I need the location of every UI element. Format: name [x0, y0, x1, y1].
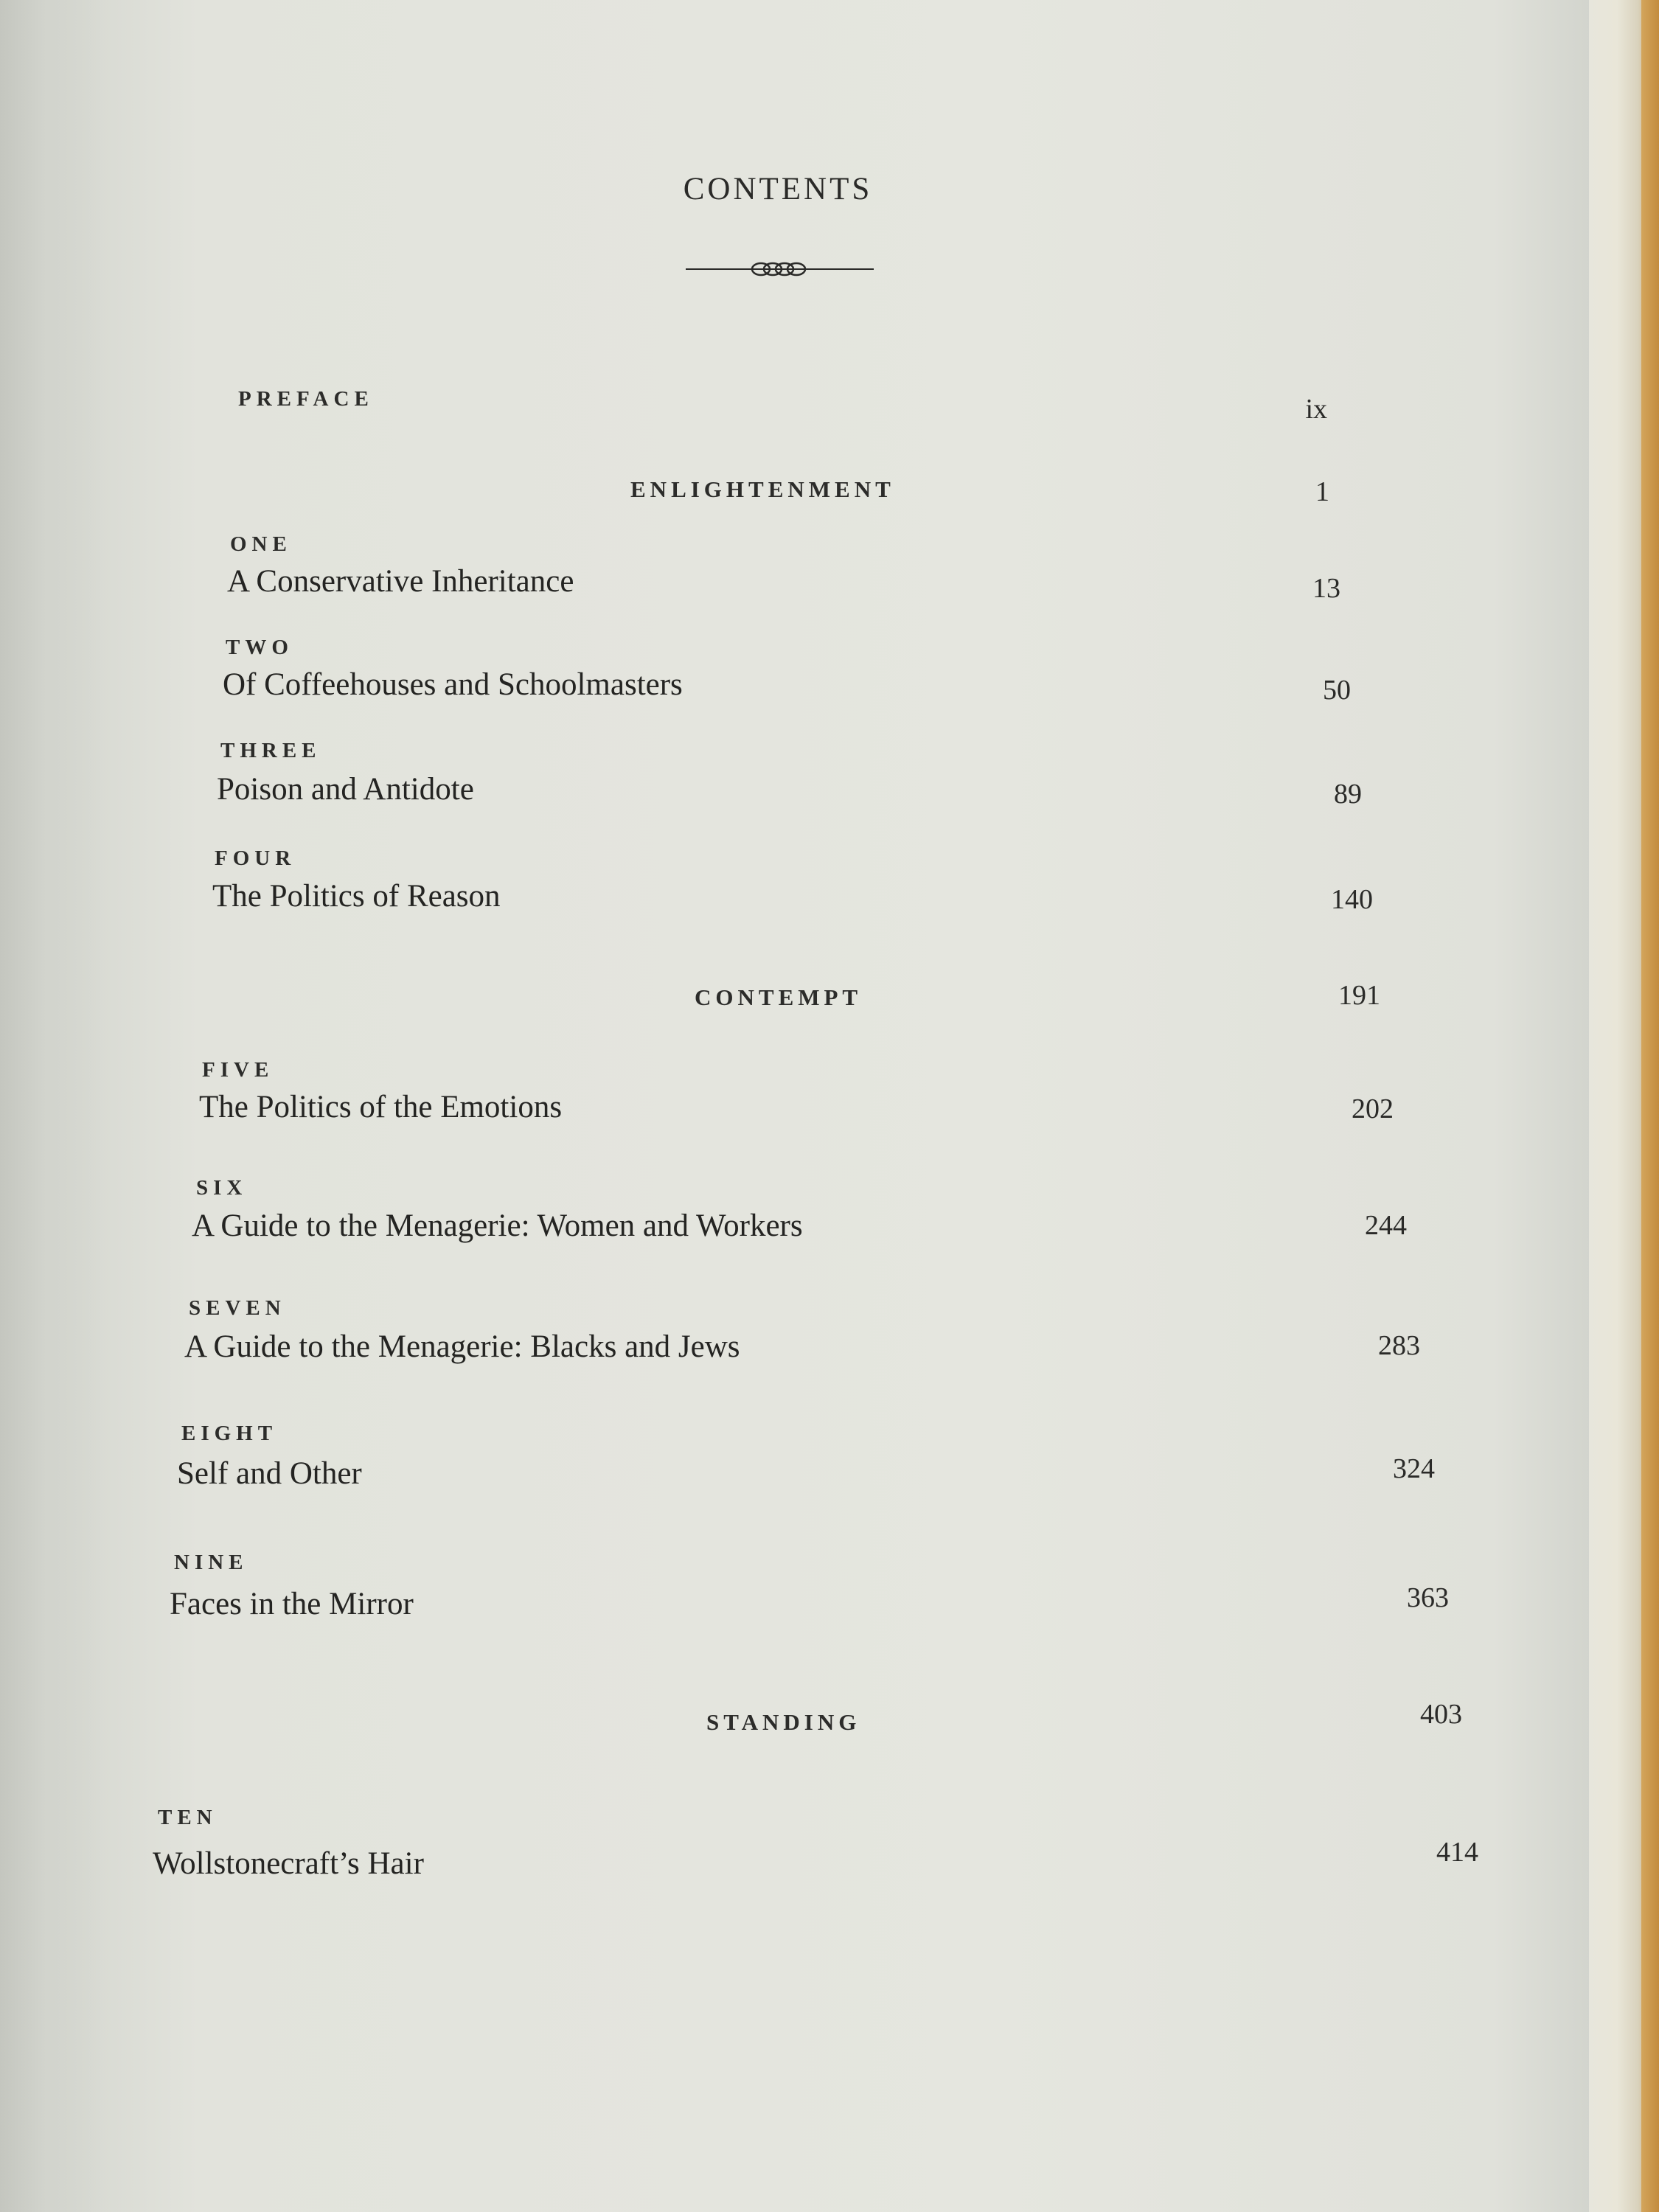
chapter-title-three: Poison and Antidote	[217, 772, 474, 807]
chapter-title-five: The Politics of the Emotions	[199, 1090, 563, 1124]
knot-ornament-icon	[686, 254, 874, 284]
chapter-page-nine: 363	[1407, 1582, 1449, 1613]
chapter-title-nine: Faces in the Mirror	[170, 1587, 414, 1621]
chapter-title-six: A Guide to the Menagerie: Women and Workers	[192, 1208, 803, 1243]
chapter-number-one: ONE	[230, 532, 292, 556]
chapter-number-seven: SEVEN	[189, 1296, 286, 1320]
chapter-page-ten: 414	[1436, 1837, 1478, 1868]
chapter-page-four: 140	[1331, 884, 1373, 915]
chapter-title-eight: Self and Other	[177, 1456, 362, 1491]
part-page-contempt: 191	[1338, 980, 1380, 1011]
chapter-number-six: SIX	[196, 1176, 248, 1200]
chapter-number-five: FIVE	[202, 1058, 274, 1082]
chapter-number-eight: EIGHT	[181, 1422, 278, 1445]
chapter-title-seven: A Guide to the Menagerie: Blacks and Jews	[184, 1329, 740, 1364]
chapter-page-eight: 324	[1393, 1453, 1435, 1484]
chapter-number-four: FOUR	[215, 846, 296, 870]
chapter-number-nine: NINE	[174, 1551, 248, 1574]
chapter-page-two: 50	[1323, 675, 1351, 706]
chapter-page-five: 202	[1352, 1093, 1394, 1124]
chapter-page-one: 13	[1312, 573, 1340, 604]
chapter-page-six: 244	[1365, 1210, 1407, 1241]
chapter-title-four: The Politics of Reason	[212, 879, 501, 914]
preface-page: ix	[1305, 394, 1327, 425]
part-label-standing: STANDING	[706, 1709, 861, 1735]
chapter-title-ten: Wollstonecraft’s Hair	[153, 1846, 424, 1881]
chapter-title-one: A Conservative Inheritance	[227, 564, 574, 599]
part-page-standing: 403	[1420, 1699, 1462, 1730]
chapter-page-seven: 283	[1378, 1330, 1420, 1361]
chapter-title-two: Of Coffeehouses and Schoolmasters	[223, 667, 683, 702]
chapter-number-two: TWO	[226, 636, 293, 659]
chapter-number-ten: TEN	[158, 1806, 218, 1829]
preface-label: PREFACE	[238, 387, 374, 411]
part-label-enlightenment: ENLIGHTENMENT	[630, 476, 895, 502]
chapter-page-three: 89	[1334, 779, 1362, 810]
page-title: CONTENTS	[683, 172, 873, 206]
part-label-contempt: CONTEMPT	[695, 984, 863, 1010]
chapter-number-three: THREE	[220, 739, 321, 762]
part-page-enlightenment: 1	[1315, 476, 1329, 507]
